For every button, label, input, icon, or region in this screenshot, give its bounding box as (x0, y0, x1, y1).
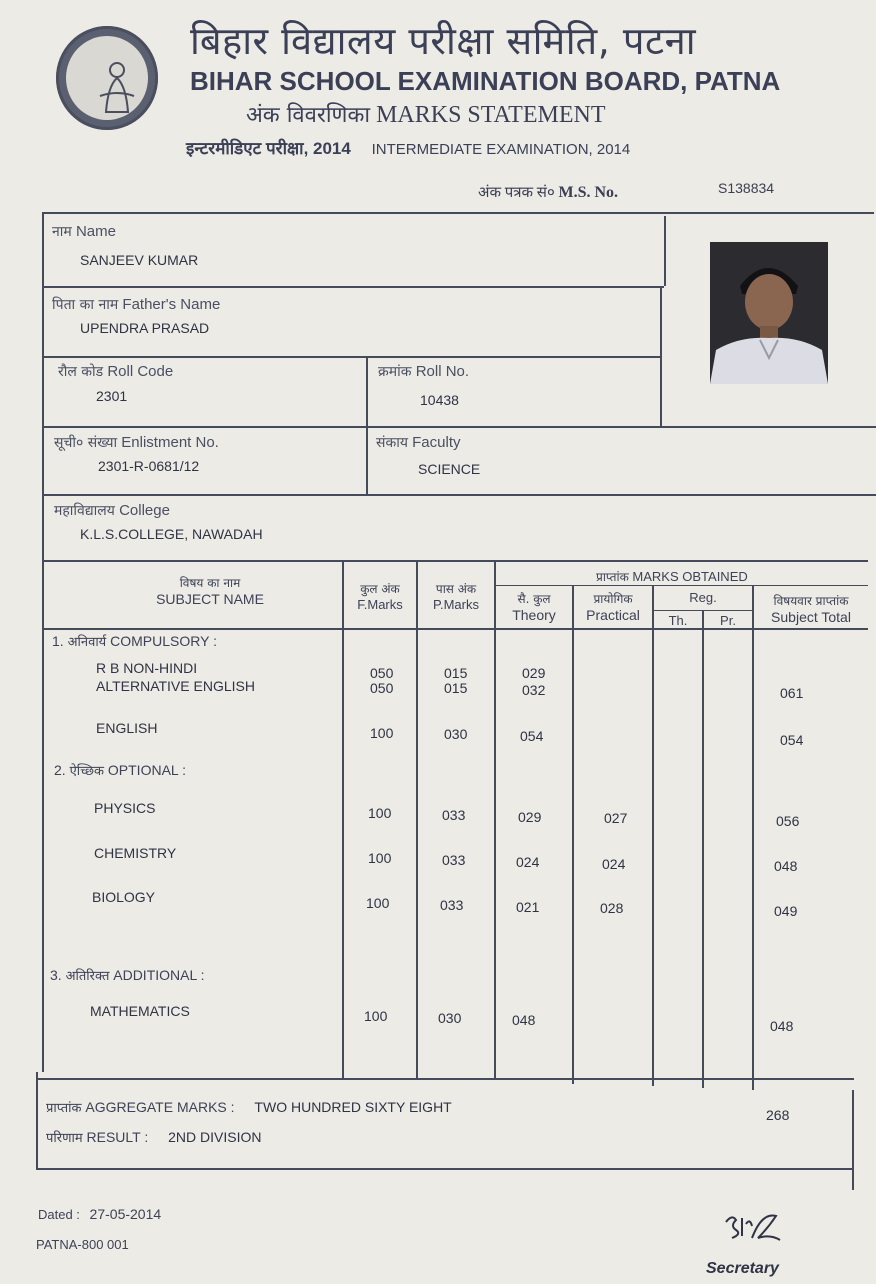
table-row-pmarks: 033 (442, 852, 466, 868)
table-row-fmarks: 100 (366, 895, 390, 911)
col-line-total (752, 586, 754, 1090)
exam-hindi: इन्टरमीडिएट परीक्षा, 2014 (186, 139, 351, 158)
subject-header (120, 574, 300, 607)
aggregate-label-english: AGGREGATE MARKS : (85, 1099, 235, 1115)
table-row-subject: CHEMISTRY (94, 845, 177, 861)
signature-icon (722, 1208, 784, 1248)
total-header-hindi: विषयवार प्राप्तांक (773, 594, 849, 608)
col-line-reg-pr (702, 610, 704, 1088)
dated-line (38, 1206, 161, 1222)
college-label-hindi: महाविद्यालय (54, 503, 115, 519)
section-compulsory-hindi: अनिवार्य (67, 635, 107, 650)
aggregate-words: TWO HUNDRED SIXTY EIGHT (254, 1099, 452, 1115)
col-line-theory (494, 562, 496, 1080)
table-row-theory: 021 (516, 899, 540, 915)
table-row-total: 054 (780, 732, 804, 748)
aggregate-label-hindi: प्राप्तांक (46, 1101, 82, 1116)
col-line-reg (652, 586, 654, 1086)
statement-title (246, 99, 606, 129)
section-additional-english: ADDITIONAL : (113, 967, 205, 983)
signatory-title: Secretary (706, 1260, 779, 1277)
table-row-pmarks: 015 (444, 665, 468, 681)
table-row-subject: PHYSICS (94, 800, 156, 816)
theory-header-english: Theory (512, 607, 556, 623)
subject-header-hindi: विषय का नाम (179, 576, 241, 590)
statement-english: MARKS STATEMENT (376, 102, 606, 128)
frame-bottom-line (36, 1168, 854, 1170)
ms-no-label-english: M.S. No. (558, 184, 619, 201)
table-row-subject: R B NON-HINDI (96, 660, 198, 676)
table-row-subject: ENGLISH (96, 720, 158, 736)
roll-code-value: 2301 (96, 388, 128, 404)
section-compulsory-num: 1. (52, 633, 64, 649)
table-row-subject: MATHEMATICS (90, 1003, 190, 1019)
student-name: SANJEEV KUMAR (80, 252, 199, 268)
father-label-english: Father's Name (122, 296, 221, 313)
roll-no-label (378, 362, 469, 381)
row-line-4 (42, 494, 876, 496)
enlistment-label (54, 433, 219, 452)
photo-divider (660, 286, 662, 426)
section-optional-hindi: ऐच्छिक (69, 764, 105, 779)
table-row-fmarks: 100 (368, 850, 392, 866)
reg-pr-header: Pr. (720, 613, 736, 628)
table-row-theory: 054 (520, 728, 544, 744)
table-row-total: 048 (774, 858, 798, 874)
table-row-theory: 029 (518, 809, 542, 825)
col-line-practical (572, 586, 574, 1084)
section-additional-hindi: अतिरिक्त (65, 969, 110, 984)
table-row-fmarks: 100 (370, 725, 394, 741)
theory-header-hindi: सै. कुल (517, 592, 551, 606)
table-row-theory: 048 (512, 1012, 536, 1028)
row-line-5 (42, 560, 868, 562)
section-optional (54, 761, 186, 779)
aggregate-value: 268 (766, 1107, 790, 1123)
place: PATNA-800 001 (36, 1237, 129, 1252)
exam-title (186, 136, 630, 159)
practical-header-english: Practical (586, 607, 640, 623)
section-optional-english: OPTIONAL : (107, 762, 186, 778)
header-bottom-line (42, 628, 868, 630)
pmarks-header-english: P.Marks (433, 597, 479, 612)
title-hindi: बिहार विद्यालय परीक्षा समिति, पटना (190, 19, 697, 63)
frame-left-line (42, 212, 44, 1072)
theory-header (496, 590, 572, 623)
father-name: UPENDRA PRASAD (80, 320, 210, 336)
date-value: 27-05-2014 (89, 1206, 162, 1222)
table-row-pmarks: 030 (438, 1010, 462, 1026)
father-label (52, 295, 220, 314)
table-row-pmarks: 015 (444, 680, 468, 696)
table-row-practical: 027 (604, 810, 628, 826)
name-label-english: Name (75, 223, 116, 240)
result-value: 2ND DIVISION (168, 1129, 262, 1145)
fmarks-header-hindi: कुल अंक (360, 582, 400, 596)
table-row-practical: 024 (602, 856, 626, 872)
student-photo (710, 242, 828, 384)
college-label-english: College (119, 502, 170, 519)
roll-no-label-english: Roll No. (415, 363, 470, 380)
obtained-header-english: MARKS OBTAINED (632, 569, 748, 584)
obtained-underline (496, 585, 868, 586)
row-line-1 (44, 286, 664, 288)
row-line-2 (44, 356, 660, 358)
table-row-total: 049 (774, 903, 798, 919)
name-label (52, 222, 116, 241)
table-row-pmarks: 030 (444, 726, 468, 742)
board-seal-logo (56, 26, 158, 130)
section-optional-num: 2. (54, 762, 66, 778)
frame-top-line (42, 212, 874, 214)
college-value: K.L.S.COLLEGE, NAWADAH (80, 526, 263, 542)
reg-header: Reg. (689, 590, 717, 605)
pmarks-header-hindi: पास अंक (435, 582, 477, 596)
section-additional-num: 3. (50, 967, 62, 983)
name-divider (664, 216, 666, 286)
roll-no-value: 10438 (420, 392, 459, 408)
obtained-header-hindi: प्राप्तांक (596, 570, 629, 584)
college-label (54, 501, 170, 520)
table-row-theory: 024 (516, 854, 540, 870)
table-row-pmarks: 033 (440, 897, 464, 913)
table-row-practical: 028 (600, 900, 624, 916)
col-line-pmarks (416, 562, 418, 1078)
table-row-pmarks: 033 (442, 807, 466, 823)
result (46, 1128, 261, 1146)
table-row-fmarks: 100 (364, 1008, 388, 1024)
ms-no-label-hindi: अंक पत्रक सं० (478, 185, 555, 201)
row-line-3 (44, 426, 876, 428)
statement-hindi: अंक विवरणिका (246, 103, 371, 128)
aggregate-marks (46, 1098, 452, 1116)
table-row-fmarks: 100 (368, 805, 392, 821)
practical-header-hindi: प्रायोगिक (593, 592, 633, 606)
frame-right-line-lower (852, 1090, 854, 1190)
dated-label: Dated : (38, 1207, 80, 1222)
title-english: BIHAR SCHOOL EXAMINATION BOARD, PATNA (190, 66, 781, 96)
enlistment-label-english: Enlistment No. (121, 434, 219, 451)
total-header-english: Subject Total (771, 609, 851, 625)
ms-no-label (478, 182, 618, 202)
table-row-subject: ALTERNATIVE ENGLISH (96, 678, 255, 694)
student-portrait-icon (710, 242, 828, 384)
roll-code-label (58, 362, 173, 381)
table-row-total: 048 (770, 1018, 794, 1034)
table-row-fmarks: 050 (370, 665, 394, 681)
faculty-value: SCIENCE (418, 461, 481, 477)
faculty-label (376, 433, 461, 452)
exam-english: INTERMEDIATE EXAMINATION, 2014 (371, 141, 631, 158)
table-row-theory: 032 (522, 682, 546, 698)
roll-no-label-hindi: क्रमांक (378, 364, 412, 380)
obtained-header (596, 568, 776, 585)
subject-header-english: SUBJECT NAME (156, 591, 264, 607)
reg-th-header: Th. (668, 613, 688, 628)
roll-code-label-english: Roll Code (107, 363, 174, 380)
table-row-fmarks: 050 (370, 680, 394, 696)
reg-underline (654, 610, 752, 611)
section-additional (50, 966, 205, 984)
enlistment-label-hindi: सूची० संख्या (54, 435, 118, 451)
practical-header (574, 590, 652, 623)
roll-divider (366, 356, 368, 494)
total-header (754, 592, 868, 625)
fmarks-header-english: F.Marks (357, 597, 403, 612)
father-label-hindi: पिता का नाम (52, 297, 119, 313)
ms-no-value: S138834 (718, 180, 775, 196)
roll-code-label-hindi: रौल कोड (58, 364, 104, 380)
table-row-theory: 029 (522, 665, 546, 681)
result-label-hindi: परिणाम (46, 1131, 83, 1146)
table-row-total: 061 (780, 685, 804, 701)
seal-figure-icon (88, 56, 146, 120)
table-row-total: 056 (776, 813, 800, 829)
section-compulsory (52, 632, 217, 650)
result-label-english: RESULT : (86, 1129, 149, 1145)
frame-left-line-lower (36, 1072, 38, 1170)
table-bottom-line (36, 1078, 854, 1080)
col-line-fmarks (342, 562, 344, 1078)
enlistment-value: 2301-R-0681/12 (98, 458, 200, 474)
faculty-label-hindi: संकाय (376, 435, 408, 451)
table-row-subject: BIOLOGY (92, 889, 156, 905)
faculty-label-english: Faculty (412, 434, 461, 451)
section-compulsory-english: COMPULSORY : (110, 633, 217, 649)
name-label-hindi: नाम (52, 224, 72, 240)
pmarks-header (418, 580, 494, 612)
fmarks-header (344, 580, 416, 612)
